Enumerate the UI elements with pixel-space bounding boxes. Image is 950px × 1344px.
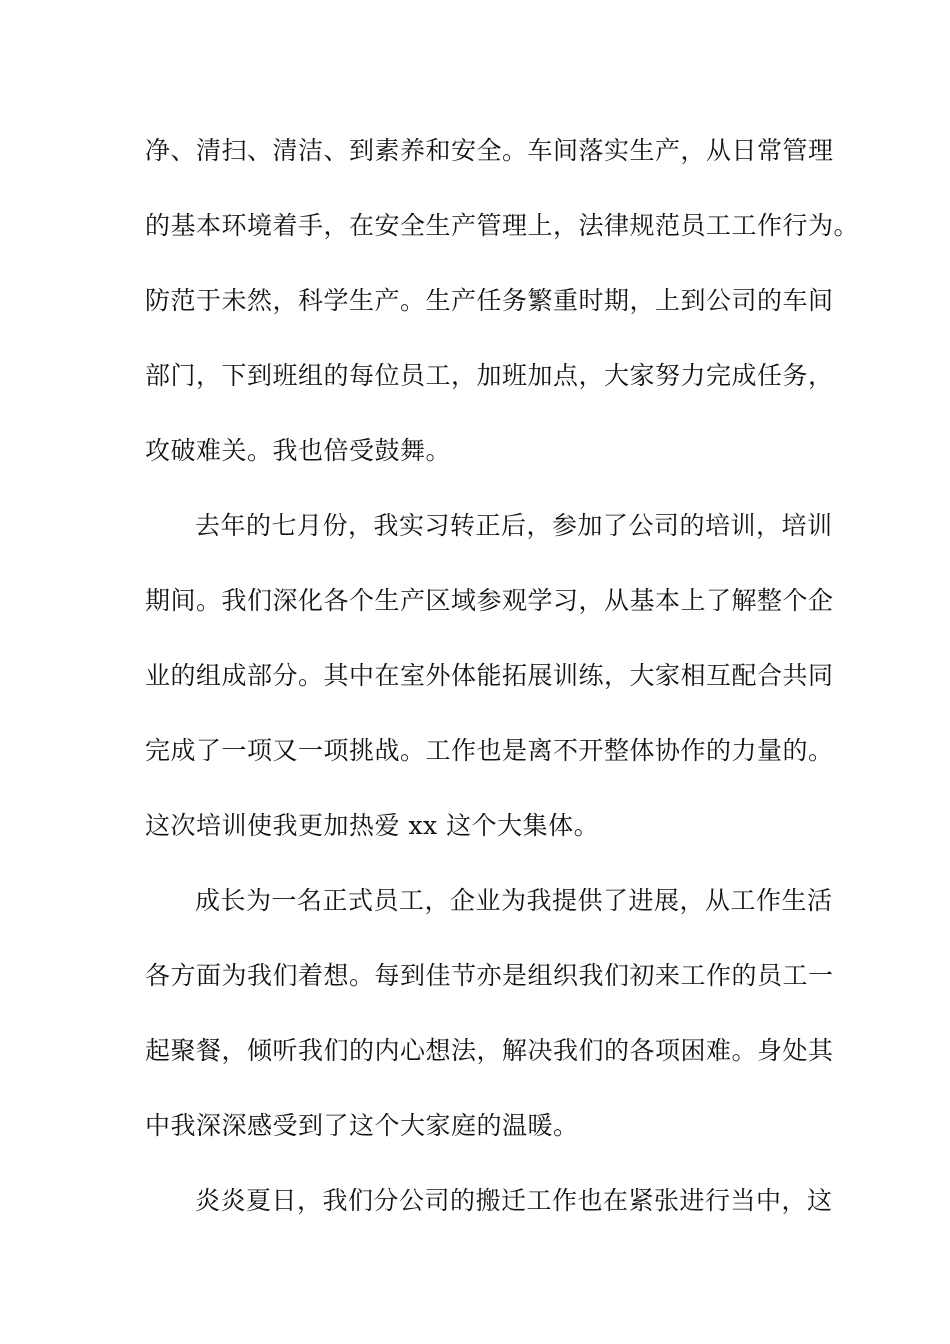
text-line: 的基本环境着手，在安全生产管理上，法律规范员工工作行为。 xyxy=(145,211,860,240)
text-line: 业的组成部分。其中在室外体能拓展训练，大家相互配合共同 xyxy=(145,661,834,690)
text-line: 攻破难关。我也倍受鼓舞。 xyxy=(145,436,452,465)
text-line: 净、清扫、清洁、到素养和安全。车间落实生产，从日常管理 xyxy=(145,136,834,165)
text-line: 完成了一项又一项挑战。工作也是离不开整体协作的力量的。 xyxy=(145,736,834,765)
text-line: 期间。我们深化各个生产区域参观学习，从基本上了解整个企 xyxy=(145,586,834,615)
text-line: 部门，下到班组的每位员工，加班加点，大家努力完成任务， xyxy=(145,361,834,390)
text-line: 这次培训使我更加热爱 xx 这个大集体。 xyxy=(145,811,600,840)
text-line: 防范于未然，科学生产。生产任务繁重时期，上到公司的车间 xyxy=(145,286,834,315)
paragraph-first-line: 炎炎夏日，我们分公司的搬迁工作也在紧张进行当中，这 xyxy=(195,1186,833,1215)
text-line: 各方面为我们着想。每到佳节亦是组织我们初来工作的员工一 xyxy=(145,961,834,990)
paragraph-first-line: 去年的七月份，我实习转正后，参加了公司的培训，培训 xyxy=(195,511,833,540)
paragraph-first-line: 成长为一名正式员工，企业为我提供了进展，从工作生活 xyxy=(195,886,833,915)
text-line: 中我深深感受到了这个大家庭的温暖。 xyxy=(145,1111,579,1140)
text-line: 起聚餐，倾听我们的内心想法，解决我们的各项困难。身处其 xyxy=(145,1036,834,1065)
